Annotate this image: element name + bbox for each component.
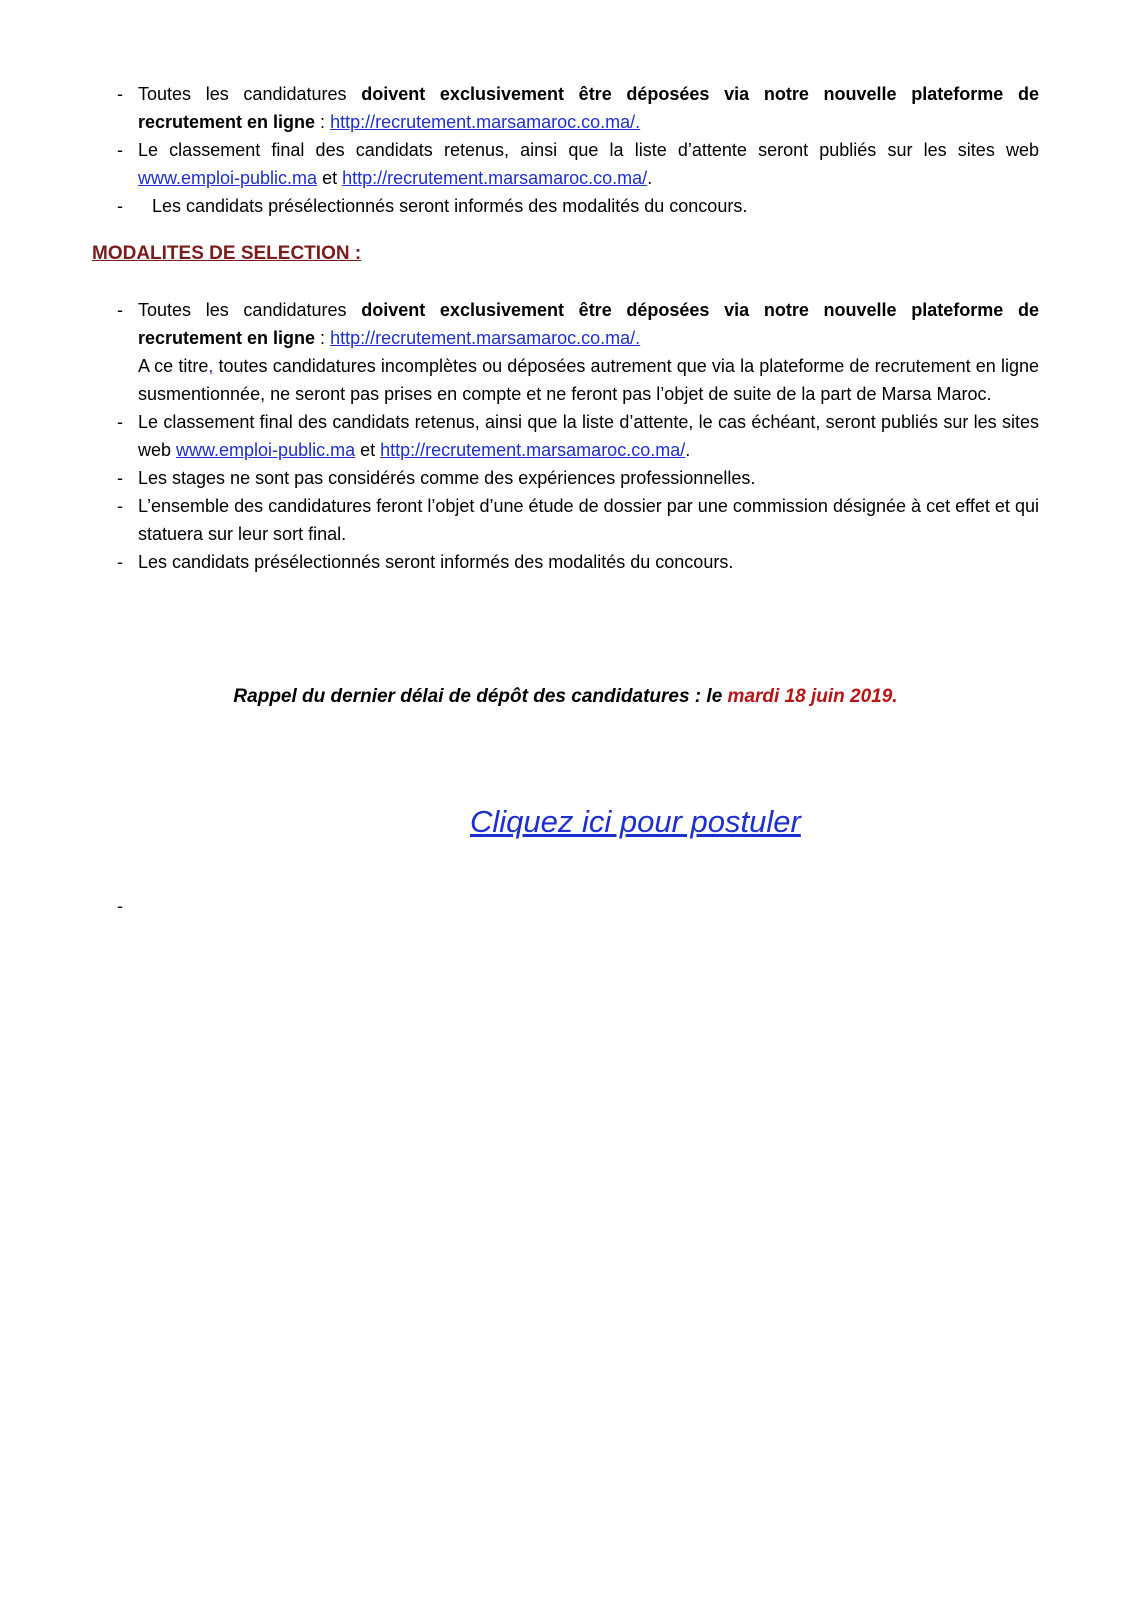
deadline-date: mardi 18 juin 2019: [727, 686, 893, 707]
reminder-end: .: [892, 686, 898, 707]
item-text: :: [315, 112, 331, 132]
list-item: [0, 492, 1131, 548]
item-text: Toutes les candidatures: [138, 300, 362, 320]
deadline-reminder: [0, 683, 1131, 711]
list-item: [0, 80, 1131, 136]
list-bullet: -: [117, 84, 123, 104]
item-text: Les stages ne sont pas considérés comme des expériences professionnelles.: [138, 468, 756, 488]
item-bold-text: doivent exclusivement être déposées via notre nouvelle plateforme de recrutement en ligne: [138, 300, 1039, 348]
recruitment-link[interactable]: http://recrutement.marsamaroc.co.ma/: [342, 168, 648, 188]
emploi-public-link[interactable]: www.emploi-public.ma: [176, 440, 356, 460]
item-text: toutes candidatures incomplètes ou déposées autrement que via la plateforme de recrutement en ligne susmentionnée, ne seront pas prises en compte et ne feront pas l’objet de suite de la part de Marsa Maroc.: [138, 356, 1040, 404]
list-bullet: -: [117, 468, 123, 488]
list-item: [0, 408, 1131, 464]
item-text: .: [647, 168, 653, 188]
list-item: [0, 296, 1131, 408]
list-item: [0, 464, 1131, 492]
list-item: [0, 192, 1131, 220]
item-text: Les candidats présélectionnés seront informés des modalités du concours.: [138, 552, 734, 572]
section-heading: MODALITES DE SELECTION :: [92, 243, 362, 264]
list-bullet: -: [117, 496, 123, 516]
item-text: .: [685, 440, 691, 460]
item-text: :: [315, 328, 331, 348]
list-bullet: -: [117, 300, 123, 320]
list-bullet: -: [117, 140, 123, 160]
comma-link[interactable]: ,: [208, 356, 214, 376]
conditions-list-top: [0, 80, 1131, 220]
selection-modalities-list: [0, 296, 1131, 576]
list-item: [0, 548, 1131, 576]
item-text: L’ensemble des candidatures feront l’objet d’une étude de dossier par une commission désignée à cet effet et qui statuera sur leur sort final.: [138, 496, 1039, 544]
emploi-public-link[interactable]: www.emploi-public.ma: [138, 168, 318, 188]
recruitment-link[interactable]: http://recrutement.marsamaroc.co.ma/.: [330, 328, 641, 348]
item-text: Toutes les candidatures: [138, 84, 362, 104]
trailing-dash: -: [117, 896, 123, 916]
item-bold-text: doivent exclusivement être déposées via notre nouvelle plateforme de recrutement en ligne: [138, 84, 1039, 132]
recruitment-link[interactable]: http://recrutement.marsamaroc.co.ma/.: [330, 112, 641, 132]
item-text: Le classement final des candidats retenus, ainsi que la liste d’attente, le cas échéant, seront publiés sur les sites web: [138, 412, 1039, 460]
item-text: et: [355, 440, 381, 460]
apply-link[interactable]: Cliquez ici pour postuler: [470, 804, 801, 839]
list-item: [0, 136, 1131, 192]
item-text: et: [317, 168, 343, 188]
list-bullet: -: [117, 552, 123, 572]
reminder-text: Rappel du dernier délai de dépôt des candidatures : le: [233, 686, 728, 707]
item-text: A ce titre: [138, 356, 209, 376]
recruitment-link[interactable]: http://recrutement.marsamaroc.co.ma/: [380, 440, 686, 460]
list-bullet: -: [117, 412, 123, 432]
item-text: Le classement final des candidats retenus, ainsi que la liste d’attente seront publiés sur les sites web: [138, 140, 1039, 160]
item-text: Les candidats présélectionnés seront informés des modalités du concours.: [152, 196, 748, 216]
list-bullet: -: [117, 196, 123, 216]
